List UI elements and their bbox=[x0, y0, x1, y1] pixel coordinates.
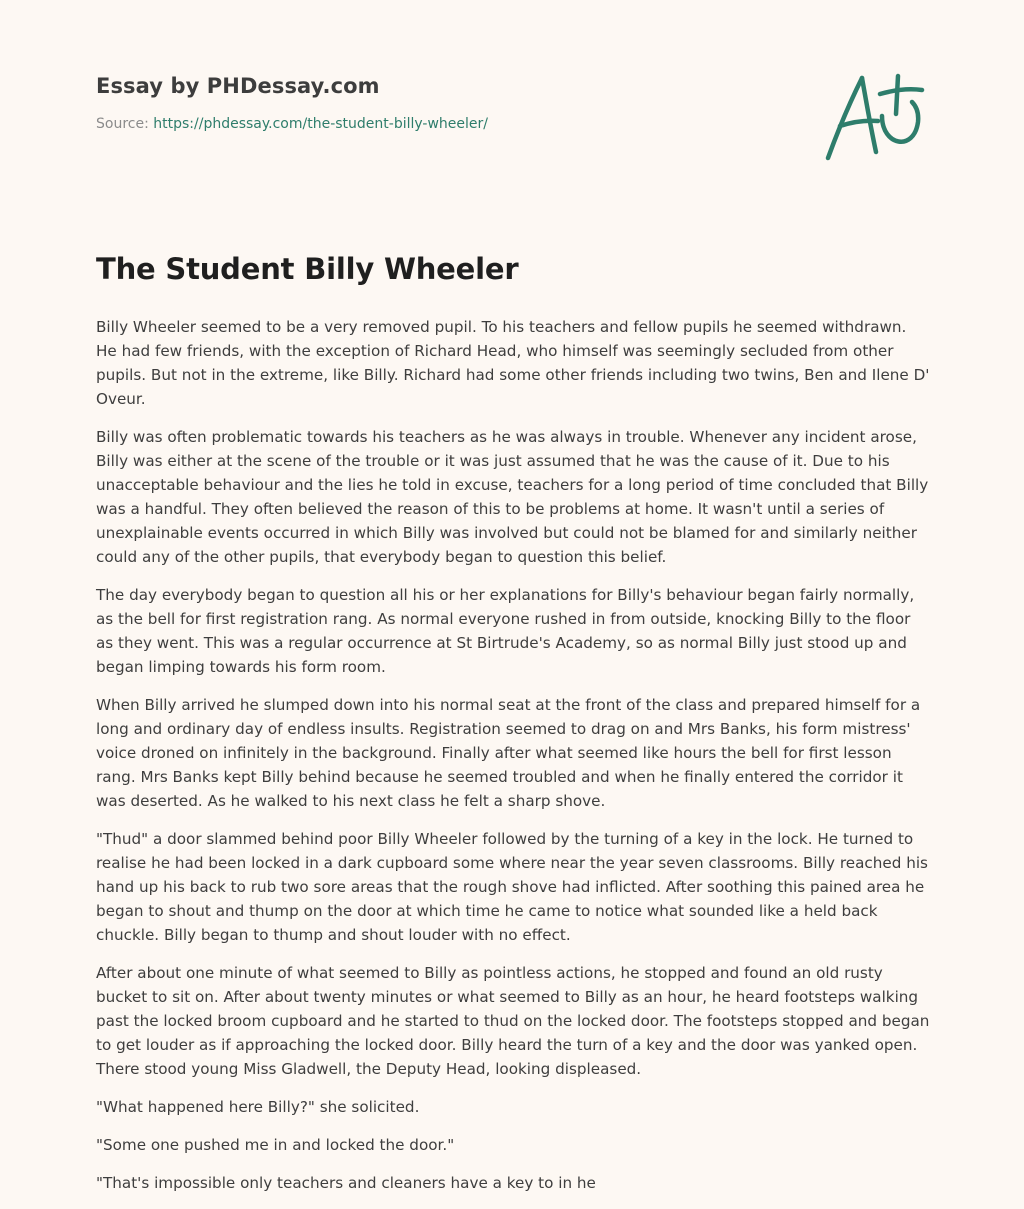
essay-body bbox=[96, 315, 931, 1209]
essay-paragraph: When Billy arrived he slumped down into his normal seat at the front of the class and prepared himself for a long and ordinary day of endless insults. Registration seemed to drag on and Mrs Banks, his form mistress' voice droned on infinitely in the background. Finally after what seemed like hours the bell for first lesson rang. Mrs Banks kept Billy behind because he seemed troubled and when he finally entered the corridor it was deserted. As he walked to his next class he felt a sharp shove. bbox=[96, 696, 921, 810]
essay-paragraph: "That's impossible only teachers and cleaners have a key to in he bbox=[96, 1174, 596, 1192]
essay-paragraph: After about one minute of what seemed to Billy as pointless actions, he stopped and found an old rusty bucket to sit on. After about twenty minutes or what seemed to Billy as an hour, he heard footsteps walking past the locked broom cupboard and he started to thud on the locked door. The footsteps stopped and began to get louder as if approaching the locked door. Billy heard the turn of a key and the door was yanked open. There stood young Miss Gladwell, the Deputy Head, looking displeased. bbox=[96, 964, 930, 1078]
page-header bbox=[96, 74, 736, 132]
source-link[interactable]: https://phdessay.com/the-student-billy-wheeler/ bbox=[153, 116, 489, 132]
essay-paragraph: Billy Wheeler seemed to be a very removed pupil. To his teachers and fellow pupils he seemed withdrawn. He had few friends, with the exception of Richard Head, who himself was seemingly secluded from other pupils. But not in the extreme, like Billy. Richard had some other friends including two twins, Ben and Ilene D' Oveur. bbox=[96, 318, 930, 408]
brand-title: Essay by PHDessay.com bbox=[96, 74, 380, 98]
essay-paragraph: "What happened here Billy?" she solicited. bbox=[96, 1098, 420, 1116]
source-label: Source: bbox=[96, 116, 154, 132]
essay-title: The Student Billy Wheeler bbox=[96, 252, 519, 286]
essay-paragraph: "Some one pushed me in and locked the door." bbox=[96, 1136, 455, 1154]
essay-paragraph: The day everybody began to question all his or her explanations for Billy's behaviour began fairly normally, as the bell for first registration rang. As normal everyone rushed in from outside, knocking Billy to the floor as they went. This was a regular occurrence at St Birtrude's Academy, so as normal Billy just stood up and began limping towards his form room. bbox=[96, 586, 915, 676]
a-plus-logo-icon bbox=[822, 66, 926, 166]
essay-paragraph: Billy was often problematic towards his teachers as he was always in trouble. Whenever any incident arose, Billy was either at the scene of the trouble or it was just assumed that he was the cause of it. Due to his unacceptable behaviour and the lies he told in excuse, teachers for a long period of time concluded that Billy was a handful. They often believed the reason of this to be problems at home. It wasn't until a series of unexplainable events occurred in which Billy was involved but could not be blamed for and similarly neither could any of the other pupils, that everybody began to question this belief. bbox=[96, 428, 929, 566]
essay-paragraph: "Thud" a door slammed behind poor Billy Wheeler followed by the turning of a key in the lock. He turned to realise he had been locked in a dark cupboard some where near the year seven classrooms. Billy reached his hand up his back to rub two sore areas that the rough shove had inflicted. After soothing this pained area he began to shout and thump on the door at which time he came to notice what sounded like a held back chuckle. Billy began to thump and shout louder with no effect. bbox=[96, 830, 928, 944]
source-line bbox=[96, 116, 736, 132]
